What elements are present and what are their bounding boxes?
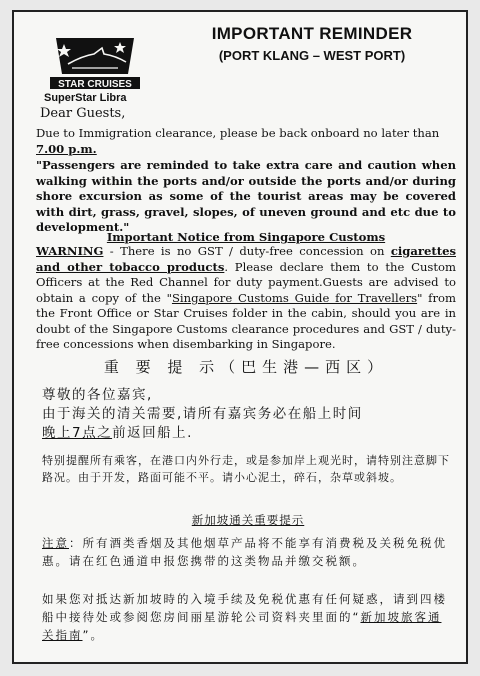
warning-text-3: " from the Front Office or Star Cruises folder in the cabin, should you are in doubt of the Singapore Customs clearance procedures and GST / duty-free concessions when disembarking in Singapore.	[36, 290, 456, 351]
chinese-greeting: 尊敬的各位嘉宾,	[42, 387, 153, 403]
chinese-inquiry-text: 如果您对抵达新加坡時的入境手续及免税优惠有任何疑惑，请到四楼船中接待处或参阅您房间丽星游轮公司资料夹里面的“	[42, 592, 447, 624]
return-time: 7.00 p.m.	[36, 141, 97, 156]
customs-notice-heading: Important Notice from Singapore Customs	[106, 230, 386, 244]
chinese-inquiry-paragraph	[42, 590, 454, 644]
clearance-text: Due to Immigration clearance, please be back onboard no later than	[36, 126, 440, 140]
customs-warning-paragraph	[36, 244, 456, 353]
page-subtitle: (PORT KLANG – WEST PORT)	[218, 48, 406, 63]
chinese-line2: 前返回船上.	[112, 425, 193, 441]
chinese-clearance-paragraph	[42, 386, 454, 443]
chinese-line1: 由于海关的清关需要,请所有嘉宾务必在船上时间	[42, 406, 363, 422]
chinese-caution-paragraph: 特别提醒所有乘客，在港口内外行走，或是参加岸上观光时，请特别注意脚下路况。由于开发，路面可能不平。请小心泥土，碎石，杂草或斜坡。	[42, 454, 450, 484]
chinese-title: 重 要 提 示（巴生港—西区）	[103, 358, 389, 376]
page-title: IMPORTANT REMINDER	[211, 24, 413, 43]
caution-paragraph: "Passengers are reminded to take extra care and caution when walking within the ports and/or outside the ports and/or during shore excursion as some of the tourist areas may be covered with dirt, grass, gravel, slopes, of uneven ground and etc due to development."	[36, 158, 456, 234]
chinese-inquiry-end: ”。	[82, 628, 104, 642]
chinese-customs-heading: 新加坡通关重要提示	[191, 513, 305, 527]
chinese-note-label: 注意	[42, 536, 69, 550]
chinese-note-text: ：所有酒类香烟及其他烟草产品将不能享有消费税及关税免税优惠。请在红色通道申报您携带的这类物品并缴交税额。	[42, 536, 447, 568]
customs-guide-name: Singapore Customs Guide for Travellers	[171, 290, 418, 305]
warning-items: cigarettes and other tobacco products	[36, 244, 456, 274]
star-cruises-logo	[42, 30, 146, 92]
warning-text-2: . Please declare them to the Custom Officers at the Red Channel for duty payment.Guests are advised to obtain a copy of the "	[36, 259, 456, 305]
logo-text: STAR CRUISES	[58, 79, 132, 90]
warning-label: WARNING	[36, 244, 104, 258]
chinese-customs-guide: 新加坡旅客通关指南	[42, 610, 442, 642]
chinese-note-paragraph	[42, 534, 454, 570]
clearance-paragraph	[36, 126, 456, 157]
warning-text-1: - There is no GST / duty-free concession on	[103, 244, 391, 258]
reminder-sheet	[12, 10, 468, 664]
greeting: Dear Guests,	[40, 106, 126, 121]
chinese-return-time: 晚上7点之	[42, 425, 113, 441]
ship-name: SuperStar Libra	[44, 92, 127, 104]
